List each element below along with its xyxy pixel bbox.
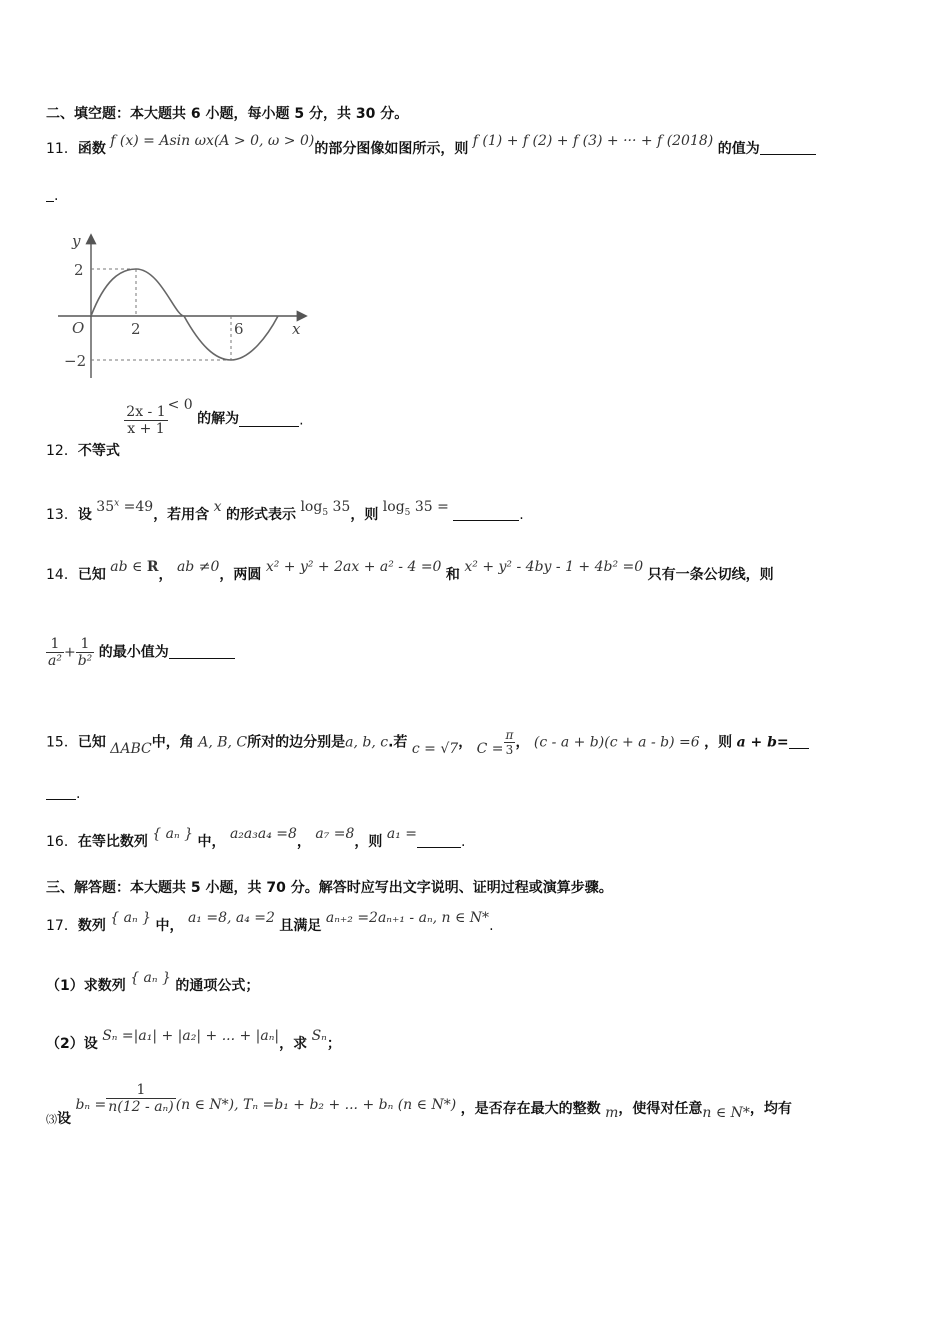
q13-answer-blank[interactable] [453,508,519,521]
q12-number: 12． [46,442,78,459]
q12-numerator: 2x - 1 [126,404,166,420]
q14-continuation [46,636,235,669]
graph-origin-label: O [72,319,85,337]
q15-eq: = [776,734,789,751]
q11-number: 11． [46,141,78,157]
q17-p3-lead: 设 [57,1110,71,1127]
q17-p2-lead: 设 [83,1036,98,1052]
q14-cond2: ab ≠0 [176,559,220,575]
q13-var: x [213,499,222,515]
q14-frac-1: $\frac{1}{\text{a²}}$ [48,636,62,669]
q16-ask: a₁ = [386,826,417,842]
q11-lead: 函数 [77,141,106,157]
q16-answer-blank[interactable] [417,835,461,848]
q17-mid2: 且满足 [279,918,322,934]
q11-mid: 的部分图像如图所示，则 [314,141,469,157]
graph-y-label: y [72,232,81,250]
q13-lead: 设 [77,507,92,523]
q15-continuation [46,786,80,802]
section-2-heading: 二、填空题：本大题共 6 小题，每小题 5 分，共 30 分。 [46,106,409,122]
q15-mid4: ，则 [704,734,733,751]
q16-number: 16． [46,834,78,850]
q17-p3-mid2: ，使得对任意 [618,1100,703,1117]
q12-denominator: x + 1 [127,421,165,437]
q15-triangle: ΔABC [110,740,152,757]
q11-function: f (x) = Asin ωx(A > 0, ω > 0) [110,133,315,149]
q15-C-label: C = [476,740,504,757]
q17-initial: a₁ =8, a₄ =2 [187,910,275,926]
section-3-heading: 三、解答题：本大题共 5 小题，共 70 分。解答时应写出文字说明、证明过程或演算步骤。 [46,880,613,896]
q13-mid1: ，若用含 [153,507,210,523]
q16-cond1: a₂a₃a₄ =8 [229,826,297,842]
graph-ymax-label: 2 [74,261,84,279]
q14-circle2: x² + y² - 4by - 1 + 4b² =0 [464,559,644,575]
q14-tail: 只有一条公切线，则 [647,567,774,583]
q13-log-expr: $\log_5 35$ [300,499,351,518]
question-17 [46,910,494,935]
q17-part-3 [46,1082,792,1127]
q15-answer-blank[interactable] [789,736,809,749]
q17-p3-b: bₙ = [75,1096,107,1113]
q16-end: . [461,834,466,850]
q16-lead: 在等比数列 [77,834,148,850]
q14-tail2: 的最小值为 [98,644,169,661]
q17-p1-sequence: { aₙ } [130,970,171,986]
q11-answer-blank[interactable] [760,142,816,155]
q15-angles: A, B, C [198,734,248,751]
graph-xtrough-label: 6 [234,320,244,338]
q15-lead: 已知 [77,734,106,751]
q11-sum: f (1) + f (2) + f (3) + ··· + f (2018) [472,133,714,149]
q14-number: 14． [46,567,78,583]
q12-tail: 的解为 [197,410,240,427]
q12-lead: 不等式 [77,442,120,459]
q17-p2-number: （2） [46,1036,84,1052]
q11-continuation [46,188,58,204]
q14-circle1: x² + y² + 2ax + a² - 4 =0 [265,559,442,575]
q13-mid2: 的形式表示 [226,507,296,523]
q17-part-1 [46,970,260,995]
q17-p3-fraction: $\frac{1}{\text{n(12 - aₙ)}}$ [108,1082,174,1115]
q17-end: . [489,918,494,934]
question-12 [46,396,304,459]
q17-p3-tail: ，均有 [749,1100,792,1117]
q14-plus: + [63,644,76,661]
q11-answer-blank-cont[interactable] [46,189,54,202]
sine-curve [91,269,278,360]
q16-mid1: 中， [197,834,226,850]
q13-number: 13． [46,507,78,523]
q16-sequence: { aₙ } [152,826,194,842]
q17-p2-definition: Sₙ =|a₁| + |a₂| + ... + |aₙ| [102,1028,280,1044]
q17-p2-mid: ，求 [279,1036,308,1052]
q15-mid3: .若 [388,734,408,751]
q15-mid2: 所对的边分别是 [247,734,346,751]
q17-p3-rest: (n ∈ N*), Tₙ =b₁ + b₂ + ... + bₙ (n ∈ N*) [175,1096,457,1113]
q11-tail: 的值为 [717,141,760,157]
q17-p2-ask: Sₙ [311,1028,327,1044]
q13-equation: $35^x =49$ [96,498,154,515]
graph-ymin-label: −2 [64,352,87,370]
q17-number: 17． [46,918,78,934]
q12-relation: < 0 [167,396,193,413]
sine-graph [50,230,320,390]
q12-fraction [124,404,167,437]
q17-recurrence: aₙ₊₂ =2aₙ₊₁ - aₙ, n ∈ N* [325,910,490,926]
q14-frac-2: $\frac{1}{\text{b²}}$ [77,636,93,669]
q13-log-expr-2: $\log_5 35$ = [382,499,449,518]
q17-p1-lead: 求数列 [83,978,126,994]
q17-p1-tail: 的通项公式； [175,978,260,994]
graph-xpeak-label: 2 [131,320,141,338]
q15-target: a + b [736,734,777,751]
q17-lead: 数列 [77,918,106,934]
q13-end: . [519,507,524,523]
q12-end: . [299,412,304,429]
q16-sep: ， [296,834,311,850]
question-15 [46,728,809,757]
q17-part-2 [46,1028,341,1053]
q14-cond1: ab ∈ R [110,559,159,575]
q17-p1-number: （1） [46,978,84,994]
q12-answer-blank[interactable] [239,414,299,427]
q14-lead: 已知 [77,567,106,583]
question-16 [46,826,466,851]
graph-x-label: x [292,320,301,338]
q15-sep-2: ， [515,734,530,751]
question-14 [46,559,774,584]
q15-end: . [76,786,81,802]
q17-p3-m: m [605,1104,619,1121]
q15-sep: ， [458,734,473,751]
q17-mid1: 中， [155,918,184,934]
q17-sequence: { aₙ } [110,910,152,926]
q15-answer-blank-cont[interactable] [46,787,76,800]
question-13 [46,498,524,526]
q11-end: . [54,188,59,204]
q13-exponent: x [114,498,120,509]
q16-mid2: ，则 [354,834,383,850]
q14-mid: ，两圆 [219,567,262,583]
q15-angle-frac: $\frac{\pi}{3}$ [505,728,514,757]
q14-answer-blank[interactable] [169,646,235,659]
q17-p3-number: ⑶ [46,1112,57,1126]
q15-condition: (c - a + b)(c + a - b) =6 [533,734,700,751]
q15-c-value: c = √7 [411,740,459,757]
q15-sides: a, b, c [345,734,389,751]
q17-p3-mid: ，是否存在最大的整数 [460,1100,601,1117]
q17-p2-end: ； [326,1036,341,1052]
question-11 [46,133,816,158]
q17-p3-set: n ∈ N* [702,1104,750,1121]
q16-cond2: a₇ =8 [315,826,355,842]
q14-sep: ， [158,567,173,583]
q15-number: 15． [46,734,78,751]
q15-mid1: 中，角 [151,734,194,751]
q13-mid3: ，则 [350,507,379,523]
q14-and: 和 [445,567,460,583]
